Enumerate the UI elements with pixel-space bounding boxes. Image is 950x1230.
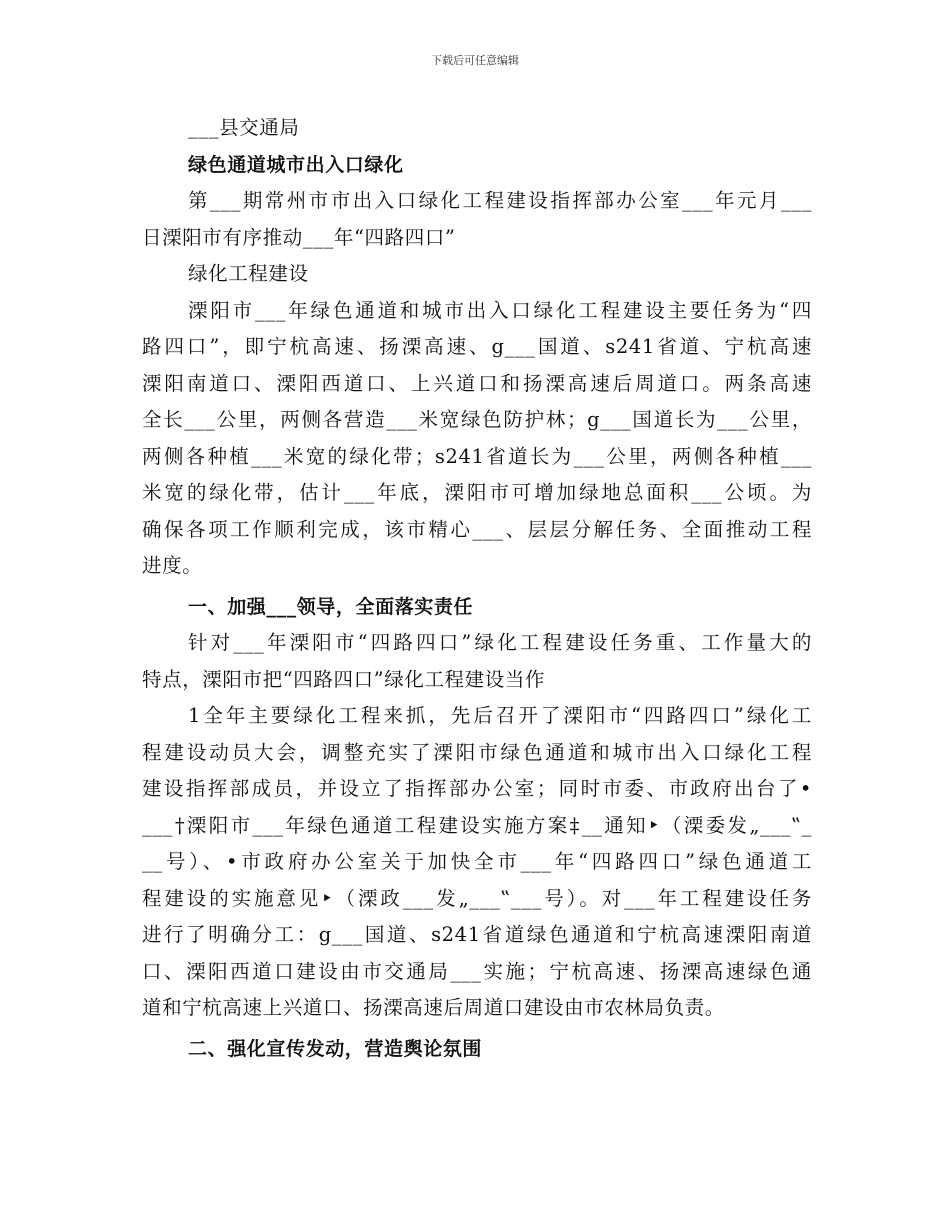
text-line: 日溧阳市有序推动___年“四路四口”: [142, 225, 456, 249]
text-line: 针对___年溧阳市“四路四口”绿化工程建设任务重、工作量大的: [188, 631, 812, 654]
text-line: 进行了明确分工：g___国道、s241省道绿色通道和宁杭高速溧阳南道: [142, 923, 812, 946]
text-line: 程建设的实施意见‣（溧政___发„___‟___号）。对___年工程建设任务: [142, 886, 812, 910]
text-line: 绿化工程建设: [188, 262, 309, 285]
text-line: 口、溧阳西道口建设由市交通局___实施；宁杭高速、扬溧高速绿色通: [142, 959, 812, 983]
text-line: 确保各项工作顺利完成，该市精心___、层层分解任务、全面推动工程: [142, 517, 812, 541]
text-line: 特点，溧阳市把“四路四口”绿化工程建设当作: [142, 667, 546, 691]
text-line: 两侧各种植___米宽的绿化带；s241省道长为___公里，两侧各种植___: [142, 444, 812, 468]
page-header: 下载后可任意编辑: [431, 54, 519, 67]
text-line: ___†溧阳市___年绿色通道工程建设实施方案‡__通知‣（溧委发„___‟_: [142, 813, 812, 837]
document-body: [142, 110, 812, 1067]
text-line: 路四口”，即宁杭高速、扬溧高速、g___国道、s241省道、宁杭高速: [142, 335, 812, 358]
issuer-line: ___县交通局: [188, 116, 300, 139]
text-line: 建设指挥部成员，并设立了指挥部办公室；同时市委、市政府出台了•: [142, 777, 812, 800]
text-line: __号）、•市政府办公室关于加快全市___年“四路四口”绿色通道工: [142, 850, 812, 873]
document-title: 绿色通道城市出入口绿化: [188, 153, 404, 176]
text-line: 溧阳市___年绿色通道和城市出入口绿化工程建设主要任务为“四: [188, 298, 812, 322]
text-line: 道和宁杭高速上兴道口、扬溧高速后周道口建设由市农林局负责。: [142, 996, 725, 1019]
text-line: 全长___公里，两侧各营造___米宽绿色防护林；g___国道长为___公里，: [142, 408, 812, 431]
text-line: 1全年主要绿化工程来抓，先后召开了溧阳市“四路四口”绿化工: [188, 704, 812, 727]
text-line: 溧阳南道口、溧阳西道口、上兴道口和扬溧高速后周道口。两条高速: [142, 371, 812, 395]
text-line: 程建设动员大会，调整充实了溧阳市绿色通道和城市出入口绿化工程: [142, 740, 812, 764]
text-line: 第___期常州市市出入口绿化工程建设指挥部办公室___年元月___: [188, 189, 812, 212]
text-line: 米宽的绿化带，估计___年底，溧阳市可增加绿地总面积___公顷。为: [142, 481, 812, 504]
section-heading: 二、强化宣传发动，营造舆论氛围: [188, 1037, 483, 1060]
text-line: 进度。: [142, 554, 203, 577]
section-heading: 一、加强___领导，全面落实责任: [188, 595, 474, 618]
